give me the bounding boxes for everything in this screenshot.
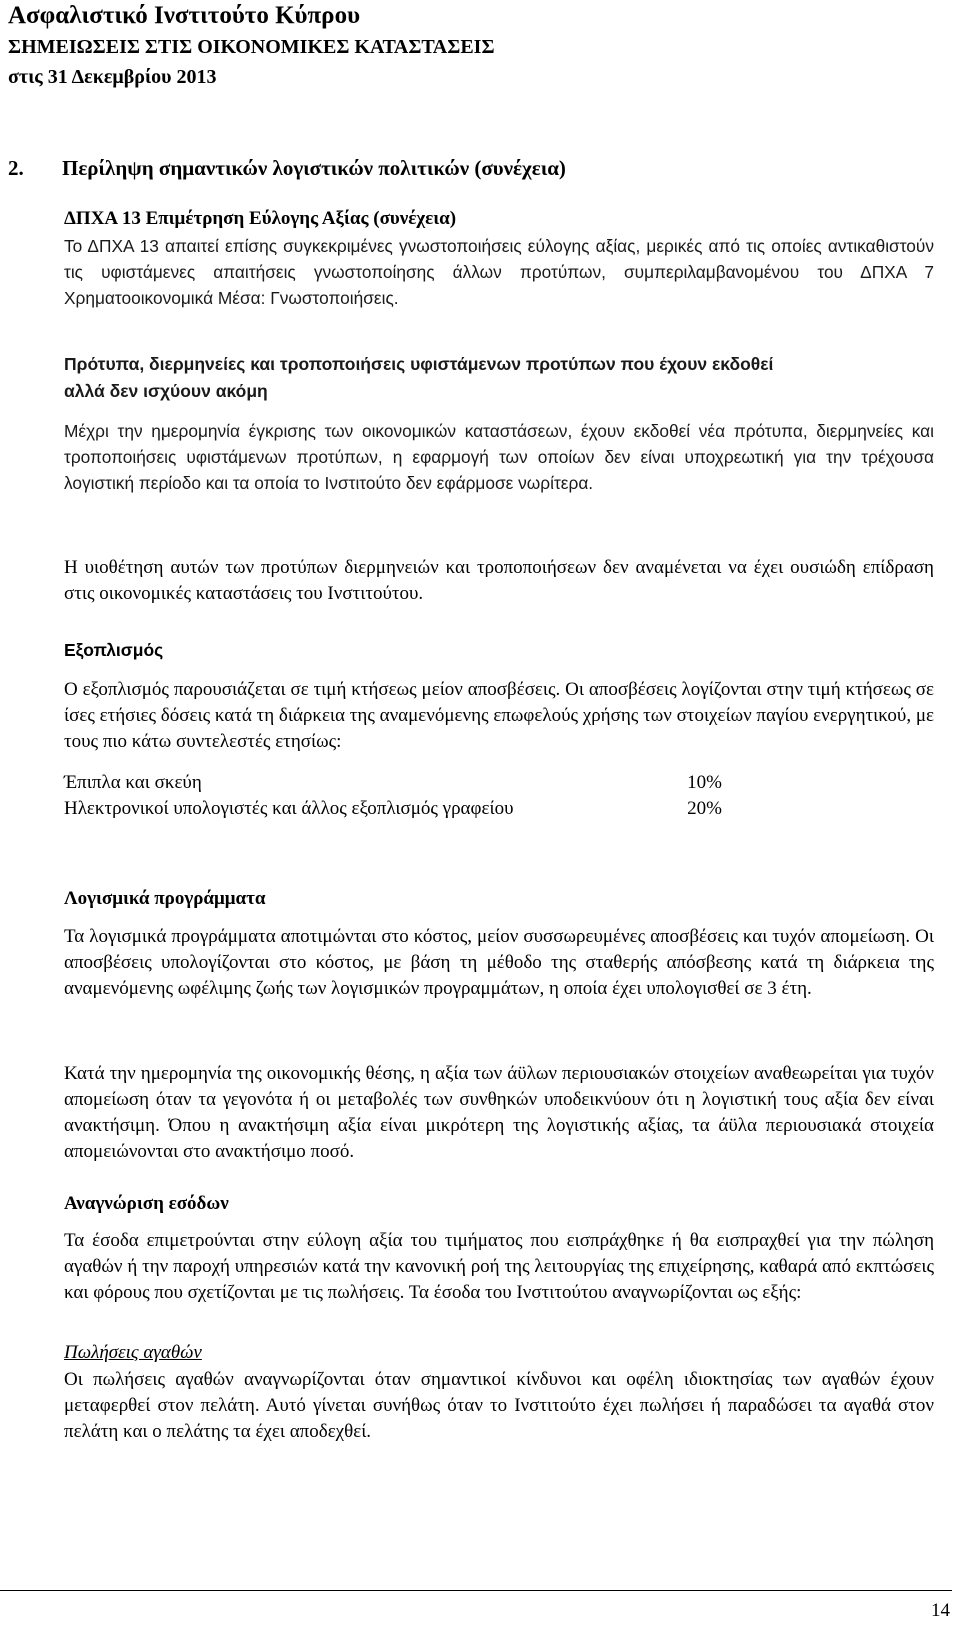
section-title: Περίληψη σημαντικών λογιστικών πολιτικών (συνέχεια)	[62, 156, 566, 180]
document-date: στις 31 Δεκεμβρίου 2013	[8, 66, 217, 88]
sales-heading-wrap	[64, 1340, 934, 1366]
equipment-heading: Εξοπλισμός	[64, 640, 164, 660]
rate-label: Ηλεκτρονικοί υπολογιστές και άλλος εξοπλισμός γραφείου	[64, 798, 514, 819]
document-title: Ασφαλιστικό Ινστιτούτο Κύπρου	[8, 2, 361, 29]
standards-heading-line1: Πρότυπα, διερμηνείες και τροποποιήσεις υφιστάμενων προτύπων που έχουν εκδοθεί	[64, 354, 774, 374]
document-subtitle: ΣΗΜΕΙΩΣΕΙΣ ΣΤΙΣ ΟΙΚΟΝΟΜΙΚΕΣ ΚΑΤΑΣΤΑΣΕΙΣ	[8, 36, 495, 58]
ifrs13-paragraph: Το ΔΠΧΑ 13 απαιτεί επίσης συγκεκριμένες γνωστοποιήσεις εύλογης αξίας, μερικές από τις οποίες αντικαθιστούν τις υφιστάμενες απαιτήσεις γνωστοποίησης άλλων προτύπων, συμπεριλαμβανομένου του ΔΠΧΑ 7 Χρηματοοικονομικά Μέσα: Γνωστοποιήσεις.	[64, 236, 934, 308]
revenue-heading: Αναγνώριση εσόδων	[64, 1193, 229, 1214]
revenue-paragraph: Τα έσοδα επιμετρούνται στην εύλογη αξία του τιμήματος που εισπράχθηκε ή θα εισπραχθεί για την πώληση αγαθών ή την παροχή υπηρεσιών κατά την κανονική ροή της λειτουργίας της επιχείρησης, καθαρά από εκπτώσεις και φόρους που σχετίζονται με τις πωλήσεις. Τα έσοδα του Ινστιτούτου αναγνωρίζονται ως εξής:	[64, 1230, 934, 1303]
rate-label: Έπιπλα και σκεύη	[64, 772, 202, 793]
equipment-paragraph: Ο εξοπλισμός παρουσιάζεται σε τιμή κτήσεως μείον αποσβέσεις. Οι αποσβέσεις λογίζονται στην τιμή κτήσεως σε ίσες ετήσιες δόσεις κατά τη διάρκεια της αναμενόμενης επωφελούς χρήσης των στοιχείων παγίου ενεργητικού, με τους πιο κάτω συντελεστές ετησίως:	[64, 679, 934, 752]
page-number: 14	[931, 1600, 950, 1621]
table-row	[64, 772, 722, 798]
section-number: 2.	[8, 156, 24, 180]
ifrs13-heading: ΔΠΧΑ 13 Επιμέτρηση Εύλογης Αξίας (συνέχεια)	[64, 208, 457, 229]
section-heading	[8, 156, 566, 181]
standards-heading-line2: αλλά δεν ισχύουν ακόμη	[64, 381, 268, 401]
software-heading: Λογισμικά προγράμματα	[64, 888, 266, 909]
table-row	[64, 798, 722, 824]
rate-value: 20%	[687, 798, 722, 819]
standards-paragraph-2: Η υιοθέτηση αυτών των προτύπων διερμηνειών και τροποποιήσεων δεν αναμένεται να έχει ουσιώδη επίδραση στις οικονομικές καταστάσεις του Ινστιτούτου.	[64, 557, 934, 604]
sales-heading: Πωλήσεις αγαθών	[64, 1342, 202, 1363]
footer-divider	[0, 1590, 952, 1591]
depreciation-rates-table	[64, 772, 722, 824]
sales-paragraph: Οι πωλήσεις αγαθών αναγνωρίζονται όταν σημαντικοί κίνδυνοι και οφέλη ιδιοκτησίας των αγαθών έχουν μεταφερθεί στον πελάτη. Αυτό γίνεται συνήθως όταν το Ινστιτούτο έχει πωλήσει ή παραδώσει τα αγαθά στον πελάτη και ο πελάτης τα έχει αποδεχθεί.	[64, 1369, 934, 1442]
rate-value: 10%	[687, 772, 722, 793]
software-paragraph-1: Τα λογισμικά προγράμματα αποτιμώνται στο κόστος, μείον συσσωρευμένες αποσβέσεις και τυχόν απομείωση. Οι αποσβέσεις υπολογίζονται στο κόστος, με βάση τη μέθοδο της σταθερής απόσβεσης κατά τη διάρκεια της αναμενόμενης ωφέλιμης ζωής των λογισμικών προγραμμάτων, η οποία έχει υπολογισθεί σε 3 έτη.	[64, 926, 934, 999]
standards-heading	[64, 351, 934, 405]
software-paragraph-2: Κατά την ημερομηνία της οικονομικής θέσης, η αξία των άϋλων περιουσιακών στοιχείων αναθεωρείται για τυχόν απομείωση όταν τα γεγονότα ή οι μεταβολές των συνθηκών υποδεικνύουν ότι η λογιστική τους αξία δεν είναι ανακτήσιμη. Όπου η ανακτήσιμη αξία είναι μικρότερη της λογιστικής αξίας, τα άϋλα περιουσιακά στοιχεία απομειώνονται στο ανακτήσιμο ποσό.	[64, 1063, 934, 1162]
standards-paragraph-1: Μέχρι την ημερομηνία έγκρισης των οικονομικών καταστάσεων, έχουν εκδοθεί νέα πρότυπα, διερμηνείες και τροποποιήσεις υφιστάμενων προτύπων, η εφαρμογή των οποίων δεν είναι υποχρεωτική για την τρέχουσα λογιστική περίοδο και τα οποία το Ινστιτούτο δεν εφάρμοσε νωρίτερα.	[64, 421, 934, 493]
